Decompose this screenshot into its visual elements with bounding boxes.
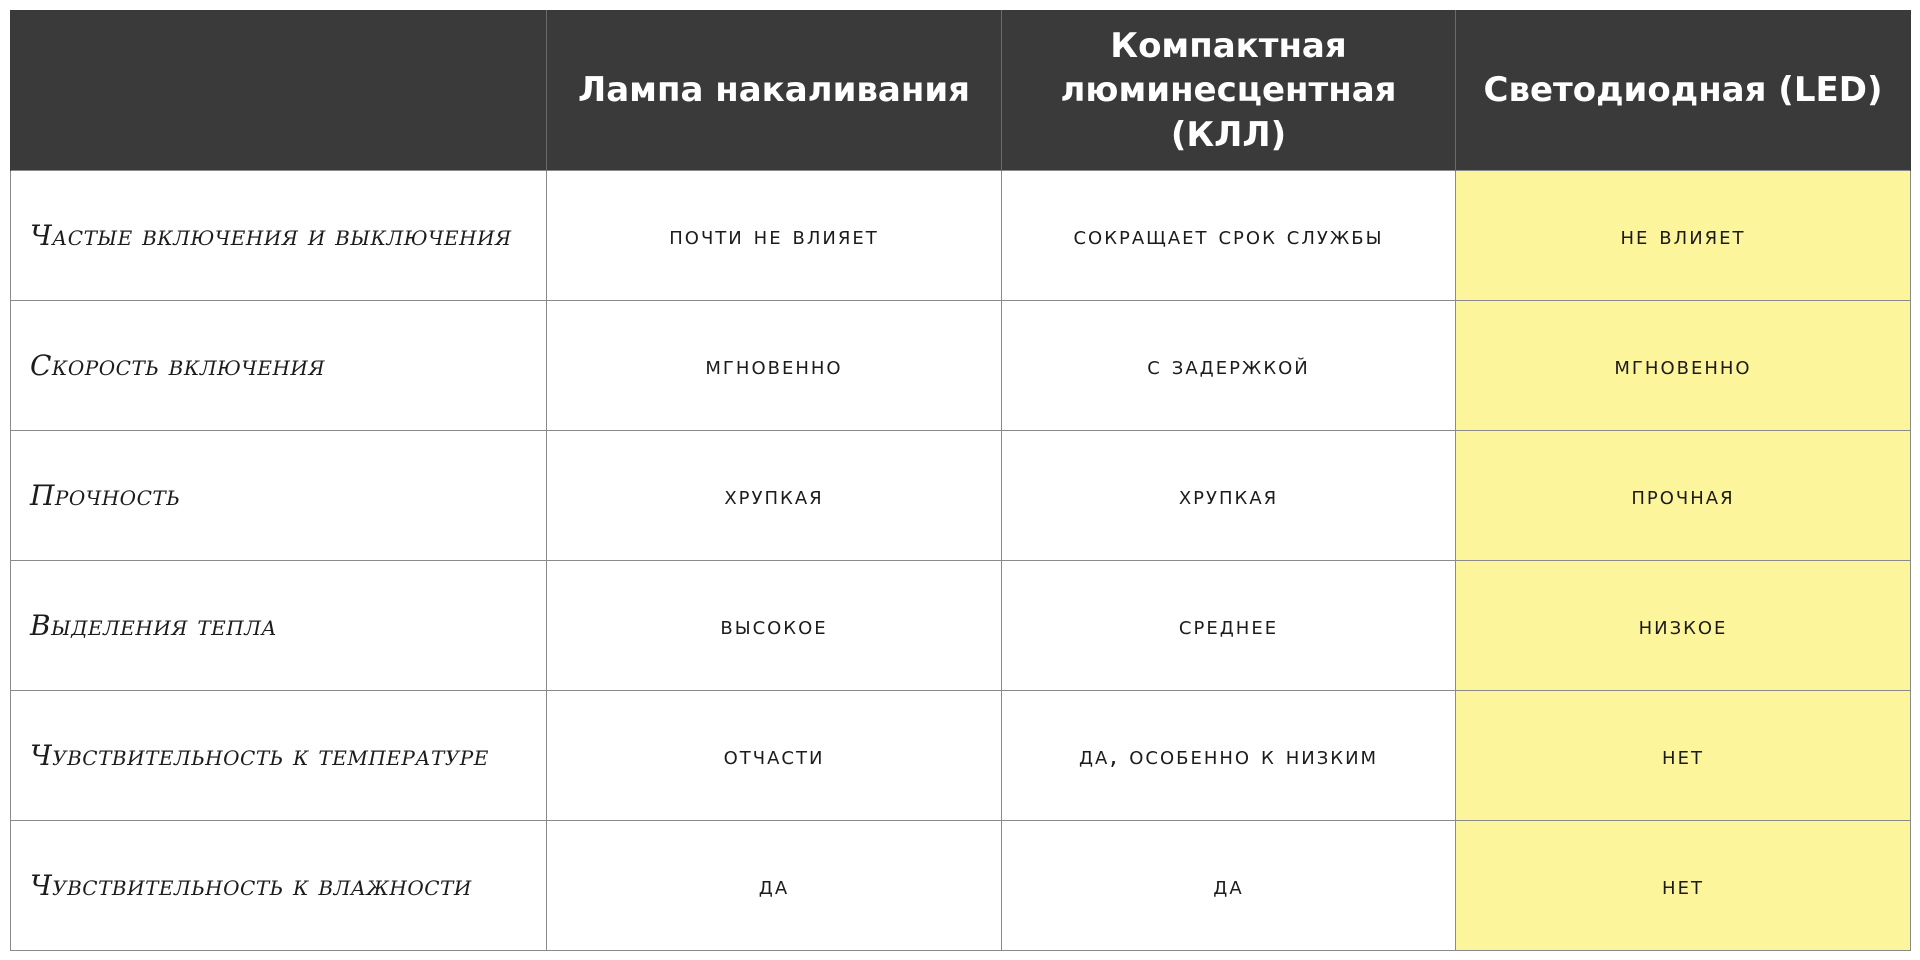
cell-cfl: да (1002, 821, 1456, 951)
header-incandescent: Лампа накаливания (547, 11, 1002, 171)
cell-incandescent: да (547, 821, 1002, 951)
row-label-humidity: Чувствительность к влажности (11, 821, 547, 951)
header-corner-cell (11, 11, 547, 171)
cell-led: низкое (1456, 561, 1911, 691)
cell-led: не влияет (1456, 171, 1911, 301)
cell-led: нет (1456, 821, 1911, 951)
table-row (11, 821, 1911, 951)
comparison-table-container (10, 10, 1910, 950)
lamp-comparison-table (10, 10, 1911, 951)
cell-incandescent: высокое (547, 561, 1002, 691)
table-body (11, 171, 1911, 951)
row-label-on-off: Частые включения и выключения (11, 171, 547, 301)
table-row (11, 171, 1911, 301)
cell-led: прочная (1456, 431, 1911, 561)
cell-cfl: среднее (1002, 561, 1456, 691)
row-label-temperature: Чувствительность к температуре (11, 691, 547, 821)
header-led: Светодиодная (LED) (1456, 11, 1911, 171)
header-row (11, 11, 1911, 171)
cell-cfl: сокращает срок службы (1002, 171, 1456, 301)
cell-cfl: да, особенно к низким (1002, 691, 1456, 821)
table-header (11, 11, 1911, 171)
row-label-switch-speed: Скорость включения (11, 301, 547, 431)
table-row (11, 561, 1911, 691)
table-row (11, 431, 1911, 561)
table-row (11, 691, 1911, 821)
cell-incandescent: почти не влияет (547, 171, 1002, 301)
cell-cfl: с задержкой (1002, 301, 1456, 431)
cell-incandescent: отчасти (547, 691, 1002, 821)
cell-led: нет (1456, 691, 1911, 821)
header-cfl: Компактная люминесцентная (КЛЛ) (1002, 11, 1456, 171)
row-label-durability: Прочность (11, 431, 547, 561)
table-row (11, 301, 1911, 431)
cell-incandescent: хрупкая (547, 431, 1002, 561)
row-label-heat: Выделения тепла (11, 561, 547, 691)
cell-incandescent: мгновенно (547, 301, 1002, 431)
cell-led: мгновенно (1456, 301, 1911, 431)
cell-cfl: хрупкая (1002, 431, 1456, 561)
